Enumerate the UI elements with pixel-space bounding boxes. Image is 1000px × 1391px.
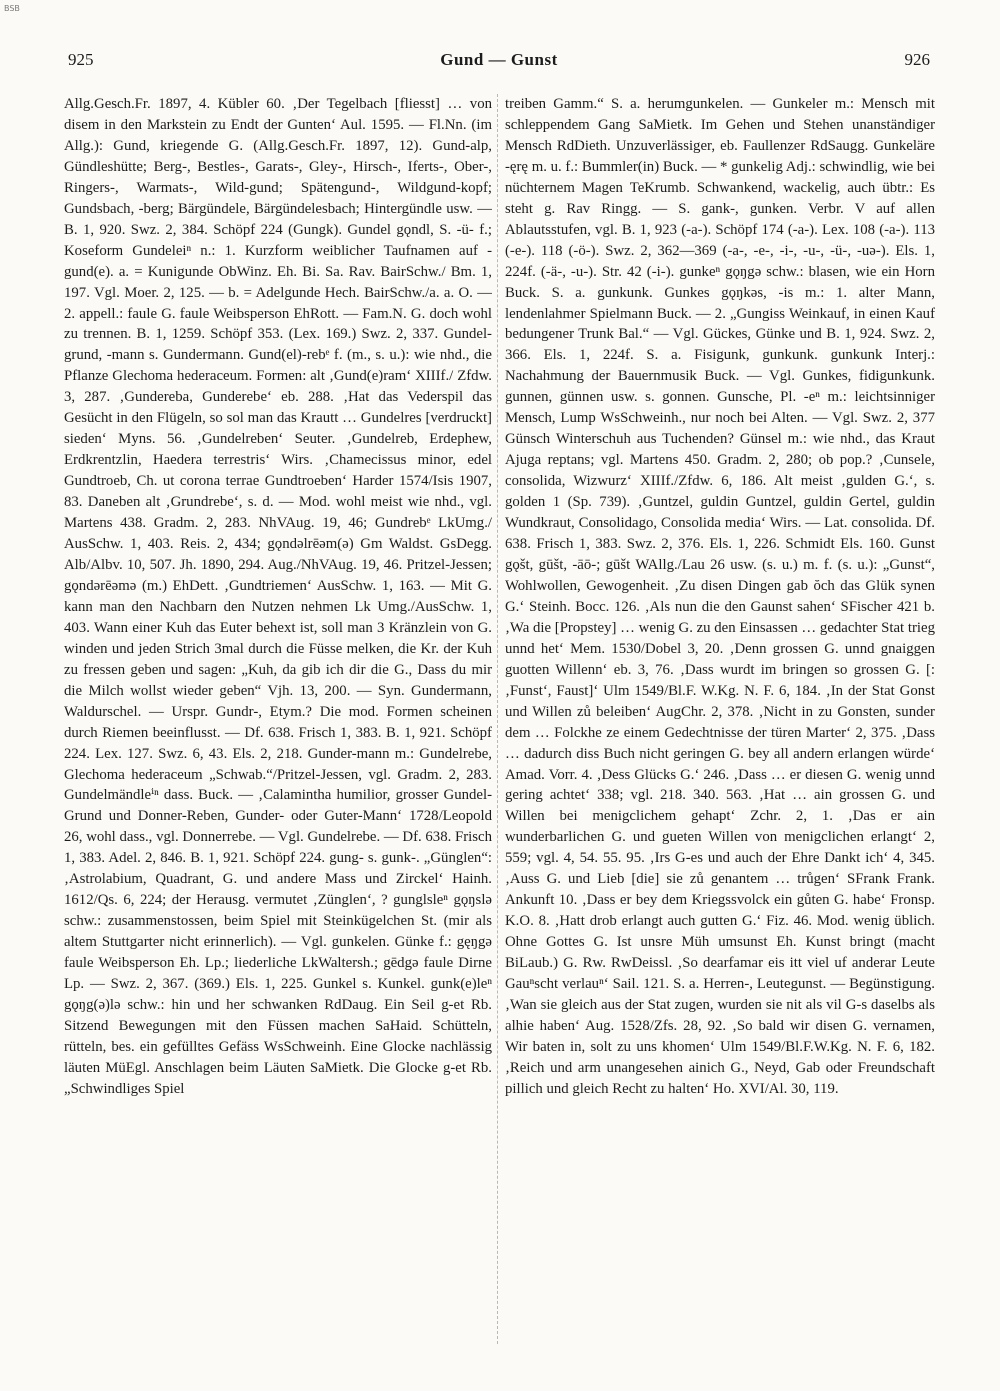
running-head: Gund — Gunst [440, 50, 558, 69]
library-stamp: BSB [4, 4, 20, 13]
page-number-left: 925 [68, 50, 94, 69]
page-header [68, 50, 930, 74]
left-column [64, 94, 492, 1356]
column-divider [497, 94, 498, 1344]
right-column [505, 94, 935, 1356]
left-column-text: Allg.Gesch.Fr. 1897, 4. Kübler 60. ‚Der Tegelbach [fliesst] … von disem in den Markstein zu Endt der Gunten‘ Aul. 1595. — Fl.Nn. (im Allg.): Gund, kriegende G. (Allg.Gesch.Fr. 1897, 12). Gund-alp, Gündleshütte; Berg-, Bestles-, Garats-, Gley-, Hirsch-, Iferts-, Ober-, Ringers-, Warmats-, Wild-gund; Spätengund-, Wildgund-kopf; Gundsbach, -berg; Bärgündele, Bärgündelesbach; Hintergündle usw. — B. 1, 920. Swz. 2, 384. Schöpf 224 (Gungk). Gundel gǫndl, S. -ü- f.; Koseform Gundeleiⁿ n.: 1. Kurzform weiblicher Taufnamen auf -gund(e). a. = Kunigunde ObWinz. Eh. Bi. Sa. Rav. BairSchw./ Bm. 1, 197. Vgl. Moer. 2, 125. — b. = Adelgunde Hech. BairSchw./a. a. O. — 2. appell.: faule G. faule Weibsperson EhRott. — Fam.N. G. doch wohl zu trennen. B. 1, 1259. Schöpf 353. (Lex. 169.) Swz. 2, 337. Gundel-grund, -mann s. Gundermann. Gund(el)-rebᵉ f. (m., s. u.): wie nhd., die Pflanze Glechoma hederaceum. Formen: alt ‚Gund(e)ram‘ XIIIf./ Zfdw. 3, 287. ‚Gundereba, Gunderebe‘ eb. 288. ‚Hat das Vederspil das Gesücht in den Flügeln, so sol man das Krautt … Gundelres [verdruckt] sieden‘ Myns. 56. ‚Gundelreben‘ Seuter. ‚Gundelreb, Erdephew, Erdkrentzlin, Haedera terrestris‘ Wirs. ‚Chamecissus minor, edel Gundtroeb, Ch. ut corona terrae Gundtroeben‘ Harder 1574/Isis 1907, 83. Daneben alt ‚Grundrebe‘, s. d. — Mod. wohl meist wie nhd., vgl. Martens 438. Gradm. 2, 283. NhVAug. 19, 46; Gundrebᵉ LkUmg./ AusSchw. 1, 403. Reis. 2, 434; gǫndəlrēəm(ə) Gm Waldst. GsDegg. Alb/Albv. 10, 507. Jh. 1890, 294. Aug./NhVAug. 19, 46. Pritzel-Jessen; gǫndərēəmə (m.) EhDett. ‚Gundtriemen‘ AusSchw. 1, 163. — Mit G. kann man den Nachbarn den Nutzen nehmen Lk Umg./AusSchw. 1, 403. Wann einer Kuh das Euter behext ist, soll man 3 Kränzlein von G. winden und jeden Strich 3mal durch die Füsse melken, die Kr. der Kuh zu fressen geben und sagen: „Kuh, da gib ich dir die G., Dass du mir die Milch wollst wieder geben“ Vjh. 13, 200. — Syn. Gundermann, Waldurschel. — Urspr. Gundr-, Etym.? Die mod. Formen scheinen durch Riemen beeinflusst. — Df. 638. Frisch 1, 383. B. 1, 921. Schöpf 224. Lex. 127. Swz. 6, 43. Els. 2, 218. Gunder-mann m.: Gundelrebe, Glechoma hederaceum „Schwab.“/Pritzel-Jessen, vgl. Gradm. 2, 283. Gundelmändleⁱⁿ dass. Buck. — ‚Calamintha humilior, grosser Gundel-Grund und Donner-Reben, Gunder- oder Guter-Mann‘ 1728/Leopold 26, wohl dass., vgl. Donnerrebe. — Vgl. Gundelrebe. — Df. 638. Frisch 1, 383. Adel. 2, 846. B. 1, 921. Schöpf 224. gung- s. gunk-. „Günglen“: ‚Astrolabium, Quadrant, G. und andere Mass und Zirckel‘ Hainh. 1612/Qs. 6, 224; der Herausg. vermutet ‚Zünglen‘, ? gunglsleⁿ gǫŋslə schw.: zusammenstossen, beim Spiel mit Steinkügelchen St. (mir als altem Stuttgarter nicht erinnerlich). — Vgl. gunkelen. Günke f.: gęŋgə faule Weibsperson Eh. Lp.; liederliche LkWaltersh.; gēdgə faule Dirne Lp. — Swz. 2, 367. (369.) Els. 1, 225. Gunkel s. Kunkel. gunk(e)leⁿ gǫŋg(ə)lə schw.: hin und her schwanken RdDaug. Ein Seil g-et Rb. Sitzend Bewegungen mit den Füssen machen SaHaid. Schütteln, rütteln, bes. ein gefülltes Gefäss WsSchweinh. Eine Glocke nachlässig läuten MüEgl. Anschlagen beim Läuten SaMietk. Die Glocke g-et Rb. „Schwindliges Spiel [64, 96, 492, 1097]
page-number-right: 926 [904, 50, 930, 69]
right-column-text: treiben Gamm.“ S. a. herumgunkelen. — Gunkeler m.: Mensch mit schleppendem Gang SaMietk. Im Gehen und Stehen unanständiger Mensch RdDieth. Unzuverlässiger, eb. Faullenzer RdSaugg. Gunkeläre -ęrę m. u. f.: Bummler(in) Buck. — * gunkelig Adj.: schwindlig, wie bei nüchternem Magen TeKrumb. Schwankend, wackelig, auch übtr.: Es steht g. Rav Ringg. — S. gank-, gunken. Verbr. V auf allen Ablautsstufen, vgl. B. 1, 923 (-a-). Schöpf 174 (-a-). Lex. 108 (-a-). 113 (-e-). 118 (-ö-). Swz. 2, 362—369 (-a-, -e-, -i-, -u-, -ü-, -uə-). Els. 1, 224f. (-ä-, -u-). Str. 42 (-i-). gunkeⁿ gǫŋgə schw.: blasen, wie ein Horn Buck. S. a. gunkunk. Gunkes gǫŋkəs, -is m.: 1. alter Mann, lendenlahmer Spielmann Buck. — 2. „Gungiss Weinkauf, in einen Kauf bedungener Trunk Bal.“ — Vgl. Gückes, Günke und B. 1, 924. Swz. 2, 366. Els. 1, 224f. S. a. Fisigunk, gunkunk. gunkunk Interj.: Nachahmung der Bauernmusik Buck. — Vgl. Gunkes, fidigunkunk. gunnen, günnen usw. s. gonnen. Gunsche, Pl. -eⁿ m.: leichtsinniger Mensch, Lump WsSchweinh., nur noch bei Alten. — Vgl. Swz. 2, 377 Günsch Winterschuh aus Tuchenden? Günsel m.: wie nhd., das Kraut Ajuga reptans; vgl. Martens 450. Gradm. 2, 280; ob pop.? ‚Cunsele, consolida, Wizwurz‘ XIIIf./Zfdw. 6, 186. Alt meist ‚gulden G.‘, s. golden 1 (Sp. 739). ‚Guntzel, guldin Guntzel, guldin Gertel, guldin Wundkraut, Consolidago, Consolida media‘ Wirs. — Lat. consolida. Df. 638. Frisch 1, 383. Swz. 2, 376. Els. 1, 226. Schmidt Els. 160. Gunst gǫšt, gūšt, -āō-; gūšt WAllg./Lau 26 usw. (s. u.) m. f. (s. u.): „Gunst“, Wohlwollen, Gewogenheit. ‚Zu disen Dingen gab ŏch das Glük synen G.‘ Steinh. Bocc. 126. ‚Als nun die den Gaunst sahen‘ SFischer 421 b. ‚Wa die [Propstey] … wenig G. zu den Einsassen … gedachter Stat trieg unnd het‘ Mem. 1530/Dobel 3, 20. ‚Denn grossen G. unnd gnaiggen guotten Willenn‘ eb. 3, 76. ‚Dass wurdt im bringen so grossen G. [: ‚Funst‘, Faust]‘ Ulm 1549/Bl.F. W.Kg. N. F. 6, 184. ‚In der Stat Gonst und Willen zů beleiben‘ AugChr. 2, 378. ‚Nicht in zu Gonsten, sunder dem … Folckhe ze einem Gedechtnisse der türen Marter‘ 2, 375. ‚Dass … dadurch diss Buch nicht geringen G. bey all andern erlangen würde‘ Amad. Vorr. 4. ‚Dess Glücks G.‘ 246. ‚Dass … er diesen G. wenig unnd gering achtet‘ 338; vgl. 218. 340. 563. ‚Hat … ain grossen G. und Willen bei menigclichem gehapt‘ Zchr. 2, 1. ‚Das er ain wunderbarlichen G. und gueten Willen von menigclichen erlangt‘ 2, 559; vgl. 4, 54. 55. 95. ‚Irs G-es und auch der Ehre Dankt ich‘ 4, 345. ‚Auss G. und Lieb [die] sie zů genantem … trůgen‘ SFrank Frank. Ankunft 10. ‚Dass er bey dem Kriegssvolck ein gůten G. habe‘ Fronsp. K.O. 8. ‚Hatt drob erlangt auch gutten G.‘ Fiz. 46. Mod. wenig üblich. Ohne Gottes G. Ist unsre Müh umsunst Eh. Kunst bringt (macht BiLaub.) G. Rw. RwDeissl. ‚So dearfamar eis itt viel uf anderar Leute Gauⁿscht verlauⁿ‘ Sail. 121. S. a. Herren-, Leutegunst. — Begünstigung. ‚Wan sie gleich aus der Stat zugen, wurden sie nit als vil G-s daselbs als alhie haben‘ Aug. 1528/Zfs. 28, 92. ‚So bald wir disen G. vernamen, Wir baten in, solt zu uns khomen‘ Ulm 1549/Bl.F.W.Kg. N. F. 6, 182. ‚Reich und arm unangesehen ainich G., Neyd, Gab oder Freundschaft pillich und gleich Recht zu halten‘ Ho. XVI/Al. 30, 119. [505, 96, 935, 1097]
